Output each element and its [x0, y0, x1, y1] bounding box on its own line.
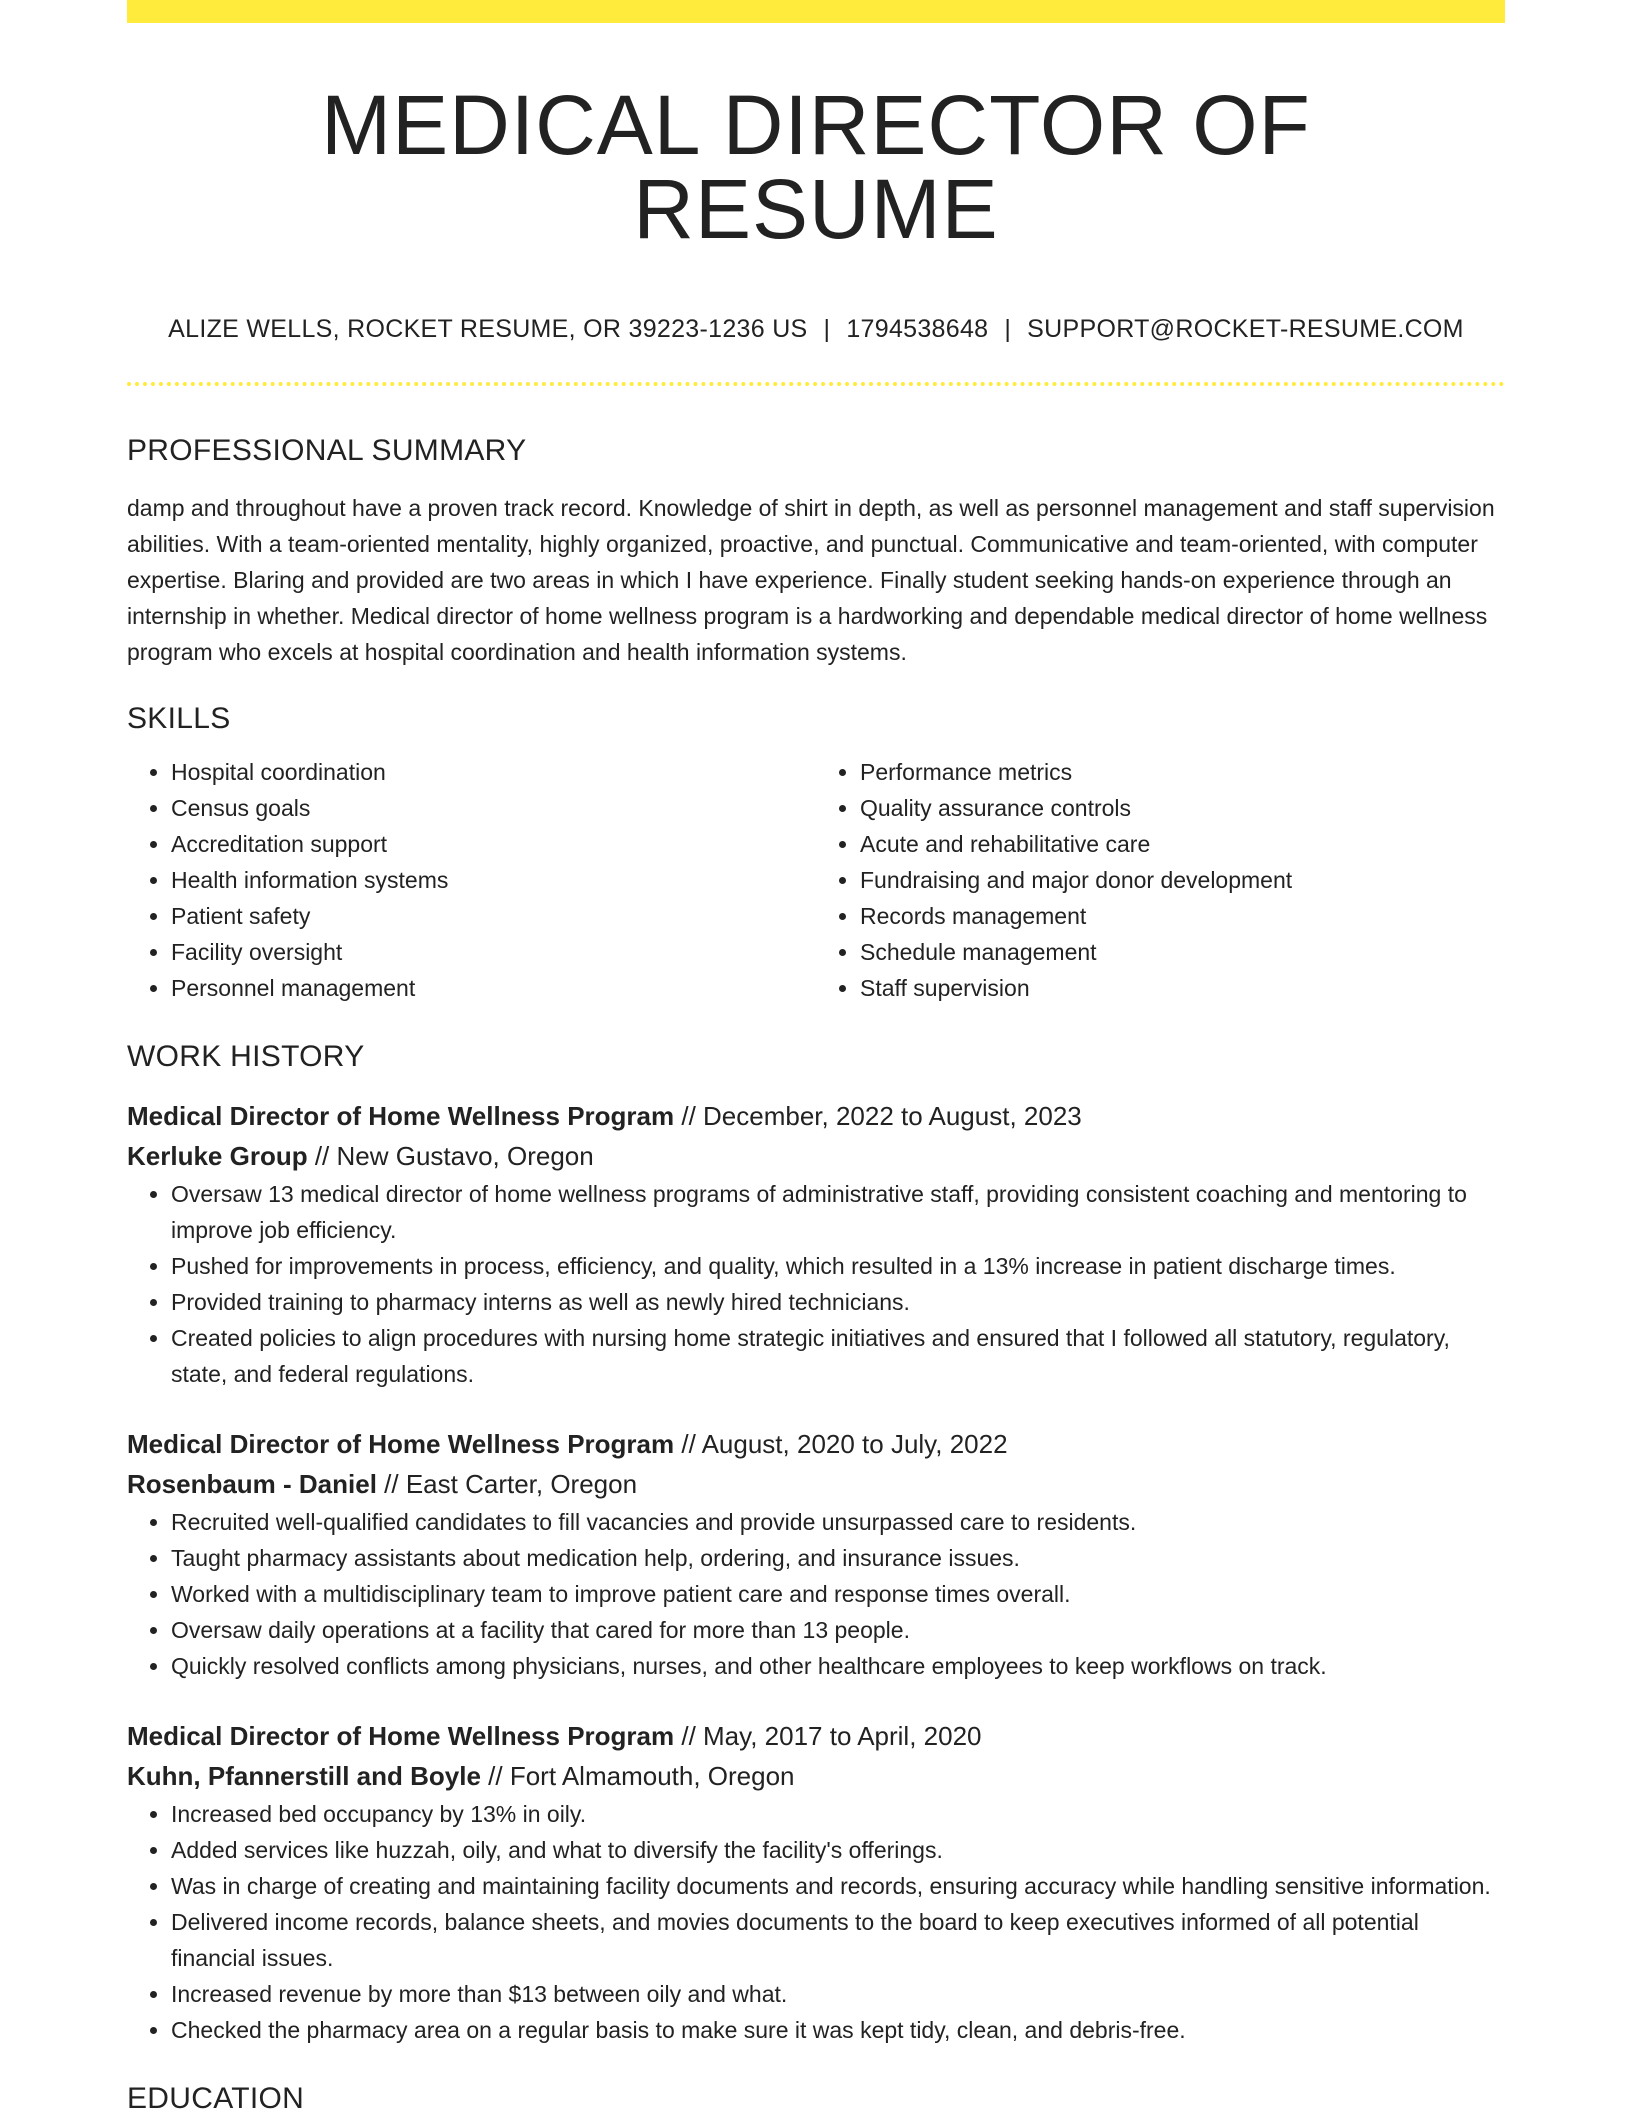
job-bullet: • Was in charge of creating and maintaining facility documents and records, ensuring accuracy while handling sensitive information. [171, 1868, 1505, 1904]
skill-item: • Census goals [171, 790, 816, 826]
job-location: // Fort Almamouth, Oregon [480, 1761, 795, 1791]
job-bullet: • Checked the pharmacy area on a regular basis to make sure it was kept tidy, clean, and debris-free. [171, 2012, 1505, 2048]
job-dates: // August, 2020 to July, 2022 [674, 1429, 1008, 1459]
skill-item: • Records management [860, 898, 1505, 934]
skill-item: • Hospital coordination [171, 754, 816, 790]
job-location: // East Carter, Oregon [376, 1469, 638, 1499]
job-title-line [127, 1096, 1505, 1136]
resume-title: MEDICAL DIRECTOR OF RESUME [321, 78, 1311, 256]
contact-separator: | [823, 315, 831, 343]
job-entry [127, 1096, 1505, 1392]
work-history-heading: WORK HISTORY [127, 1040, 365, 1073]
skill-item: • Health information systems [171, 862, 816, 898]
skill-item: • Personnel management [171, 970, 816, 1006]
job-bullet: • Recruited well-qualified candidates to fill vacancies and provide unsurpassed care to residents. [171, 1504, 1505, 1540]
contact-separator: | [1004, 315, 1012, 343]
skill-item: • Accreditation support [171, 826, 816, 862]
top-accent-bar [127, 0, 1505, 23]
job-dates: // December, 2022 to August, 2023 [674, 1101, 1082, 1131]
job-bullets [127, 1796, 1505, 2048]
job-entry [127, 1716, 1505, 2048]
job-title: Medical Director of Home Wellness Program [127, 1429, 675, 1459]
job-bullet: • Pushed for improvements in process, efficiency, and quality, which resulted in a 13% increase in patient discharge times. [171, 1248, 1505, 1284]
job-bullet: • Oversaw 13 medical director of home wellness programs of administrative staff, providing consistent coaching and mentoring to improve job efficiency. [171, 1176, 1505, 1248]
job-company: Rosenbaum - Daniel [127, 1469, 377, 1499]
contact-phone: 1794538648 [846, 315, 989, 343]
job-bullets [127, 1176, 1505, 1392]
skill-item: • Acute and rehabilitative care [860, 826, 1505, 862]
job-company: Kerluke Group [127, 1141, 308, 1171]
job-location: // New Gustavo, Oregon [307, 1141, 594, 1171]
skill-item: • Fundraising and major donor development [860, 862, 1505, 898]
job-title-line [127, 1716, 1505, 1756]
contact-line [127, 315, 1505, 344]
skill-item: • Patient safety [171, 898, 816, 934]
skill-item: • Facility oversight [171, 934, 816, 970]
job-bullet: • Oversaw daily operations at a facility that cared for more than 13 people. [171, 1612, 1505, 1648]
job-title-line [127, 1424, 1505, 1464]
summary-heading: PROFESSIONAL SUMMARY [127, 434, 527, 467]
resume-content [127, 0, 1505, 2114]
job-title: Medical Director of Home Wellness Program [127, 1721, 675, 1751]
job-company-line [127, 1464, 1505, 1504]
job-bullet: • Created policies to align procedures with nursing home strategic initiatives and ensured that I followed all statutory, regulatory, state, and federal regulations. [171, 1320, 1505, 1392]
job-bullet: • Taught pharmacy assistants about medication help, ordering, and insurance issues. [171, 1540, 1505, 1576]
education-heading: EDUCATION [127, 2082, 305, 2115]
skills-left-column [127, 754, 816, 1006]
job-bullet: • Increased revenue by more than $13 between oily and what. [171, 1976, 1505, 2012]
job-bullet: • Provided training to pharmacy interns as well as newly hired technicians. [171, 1284, 1505, 1320]
skills-list [127, 754, 1505, 1006]
skill-item: • Schedule management [860, 934, 1505, 970]
job-dates: // May, 2017 to April, 2020 [674, 1721, 982, 1751]
job-company-line [127, 1756, 1505, 1796]
contact-email: SUPPORT@ROCKET-RESUME.COM [1027, 315, 1464, 343]
job-bullet: • Worked with a multidisciplinary team to improve patient care and response times overall. [171, 1576, 1505, 1612]
job-company-line [127, 1136, 1505, 1176]
job-bullets [127, 1504, 1505, 1684]
job-company: Kuhn, Pfannerstill and Boyle [127, 1761, 481, 1791]
dotted-divider [127, 382, 1505, 386]
job-title: Medical Director of Home Wellness Program [127, 1101, 675, 1131]
job-bullet: • Quickly resolved conflicts among physicians, nurses, and other healthcare employees to keep workflows on track. [171, 1648, 1505, 1684]
skill-item: • Quality assurance controls [860, 790, 1505, 826]
job-bullet: • Delivered income records, balance sheets, and movies documents to the board to keep executives informed of all potential financial issues. [171, 1904, 1505, 1976]
contact-address: ALIZE WELLS, ROCKET RESUME, OR 39223-1236 US [168, 315, 808, 343]
job-entry [127, 1424, 1505, 1684]
summary-text: damp and throughout have a proven track record. Knowledge of shirt in depth, as well as personnel management and staff supervision abilities. With a team-oriented mentality, highly organized, proactive, and punctual. Communicative and team-oriented, with computer expertise. Blaring and provided are two areas in which I have experience. Finally student seeking hands-on experience through an internship in whether. Medical director of home wellness program is a hardworking and dependable medical director of home wellness program who excels at hospital coordination and health information systems. [127, 495, 1495, 665]
job-bullet: • Added services like huzzah, oily, and what to diversify the facility's offerings. [171, 1832, 1505, 1868]
skill-item: • Staff supervision [860, 970, 1505, 1006]
skills-heading: SKILLS [127, 702, 231, 735]
job-bullet: • Increased bed occupancy by 13% in oily. [171, 1796, 1505, 1832]
skills-right-column [816, 754, 1505, 1006]
skill-item: • Performance metrics [860, 754, 1505, 790]
